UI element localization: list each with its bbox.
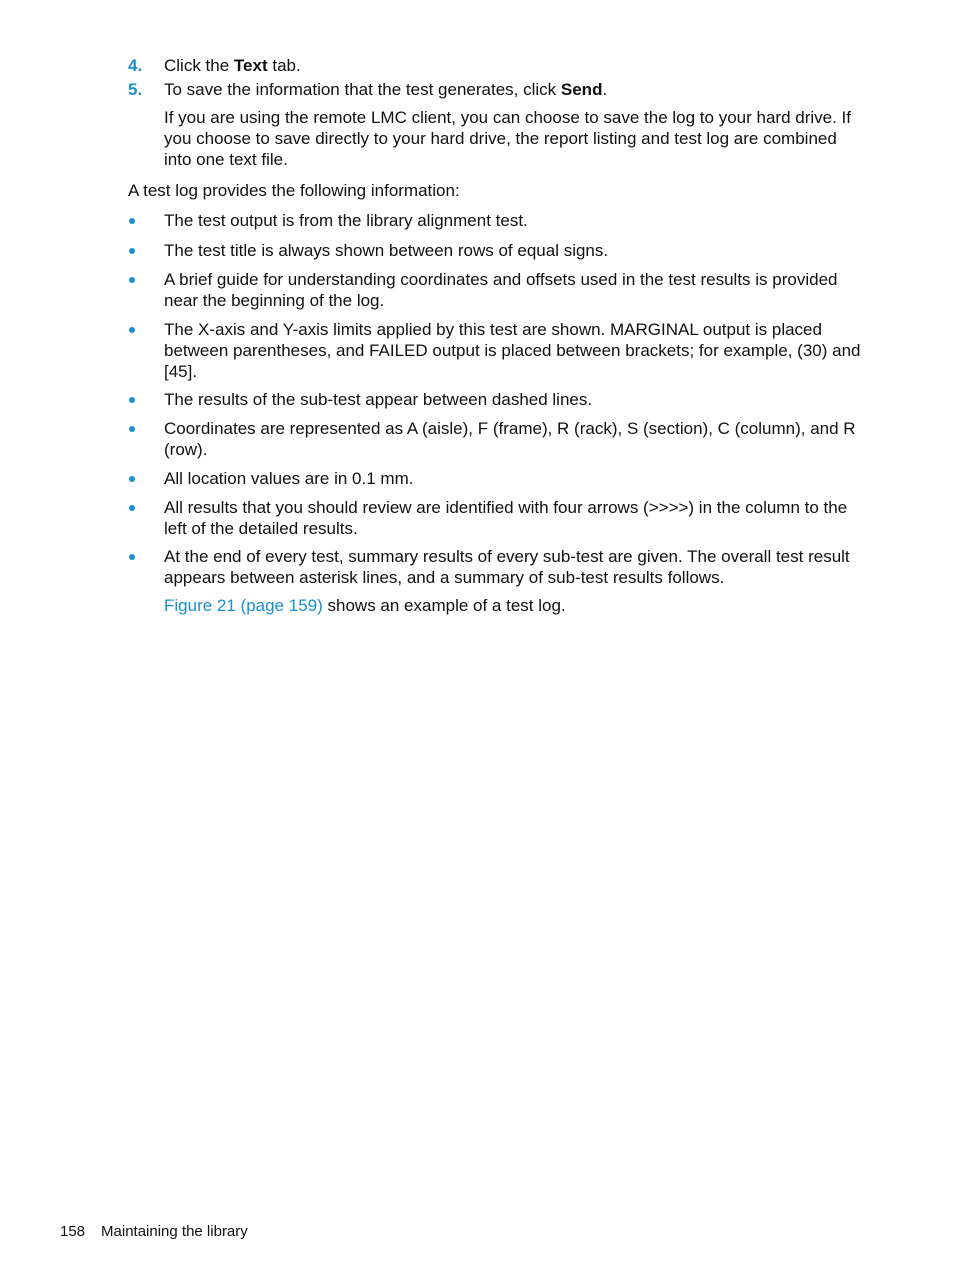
list-item xyxy=(128,210,863,231)
bullet-icon xyxy=(129,397,135,403)
section-title: Maintaining the library xyxy=(101,1223,248,1240)
step-text xyxy=(164,79,863,100)
step-text-before: Click the xyxy=(164,56,234,75)
step-text-before: To save the information that the test generates, click xyxy=(164,80,561,99)
list-item-text: At the end of every test, summary results of every sub-test are given. The overall test result appears between asterisk lines, and a summary of sub-test results follows. xyxy=(164,547,850,587)
list-item-text: All location values are in 0.1 mm. xyxy=(164,469,414,488)
step-text-after: tab. xyxy=(267,56,301,75)
list-item-text: The X-axis and Y-axis limits applied by this test are shown. MARGINAL output is placed between parentheses, and FAILED output is placed between brackets; for example, (30) and [45]. xyxy=(164,320,861,381)
figure-reference-text: shows an example of a test log. xyxy=(322,596,566,615)
bullet-icon xyxy=(129,248,135,254)
bullet-icon xyxy=(129,277,135,283)
list-item-text: All results that you should review are identified with four arrows (>>>>) in the column to the left of the detailed results. xyxy=(164,498,848,538)
intro-paragraph: A test log provides the following information: xyxy=(128,181,460,200)
list-item xyxy=(128,418,863,460)
list-item xyxy=(128,468,863,489)
list-item xyxy=(128,240,863,261)
list-item-text: Coordinates are represented as A (aisle), F (frame), R (rack), S (section), C (column), and R (row). xyxy=(164,419,856,459)
list-item xyxy=(128,497,863,539)
step-5 xyxy=(128,79,863,100)
page-number: 158 xyxy=(60,1223,86,1240)
step-4 xyxy=(128,55,863,76)
bullet-icon xyxy=(129,554,135,560)
bullet-icon xyxy=(129,476,135,482)
figure-link[interactable]: Figure 21 (page 159) xyxy=(164,596,323,615)
list-item-text: The results of the sub-test appear between dashed lines. xyxy=(164,390,593,409)
list-item xyxy=(128,546,863,588)
step-5-note: If you are using the remote LMC client, you can choose to save the log to your hard drive. If you choose to save directly to your hard drive, the report listing and test log are combined into one text file. xyxy=(164,108,851,169)
step-number: 4. xyxy=(128,56,143,75)
list-item-text: A brief guide for understanding coordinates and offsets used in the test results is provided near the beginning of the log. xyxy=(164,270,838,310)
list-item-text: The test output is from the library alignment test. xyxy=(164,211,528,230)
figure-reference xyxy=(164,595,864,616)
list-item xyxy=(128,269,863,311)
page-footer xyxy=(60,1222,248,1242)
step-text-after: . xyxy=(602,80,608,99)
ui-label-send: Send xyxy=(560,80,603,99)
bullet-icon xyxy=(129,426,135,432)
step-number: 5. xyxy=(128,80,143,99)
step-text xyxy=(164,55,863,76)
bullet-icon xyxy=(129,218,135,224)
list-item xyxy=(128,319,863,382)
ui-label-text-tab: Text xyxy=(233,56,268,75)
list-item xyxy=(128,389,863,410)
bullet-icon xyxy=(129,327,135,333)
list-item-text: The test title is always shown between rows of equal signs. xyxy=(164,241,609,260)
bullet-icon xyxy=(129,505,135,511)
